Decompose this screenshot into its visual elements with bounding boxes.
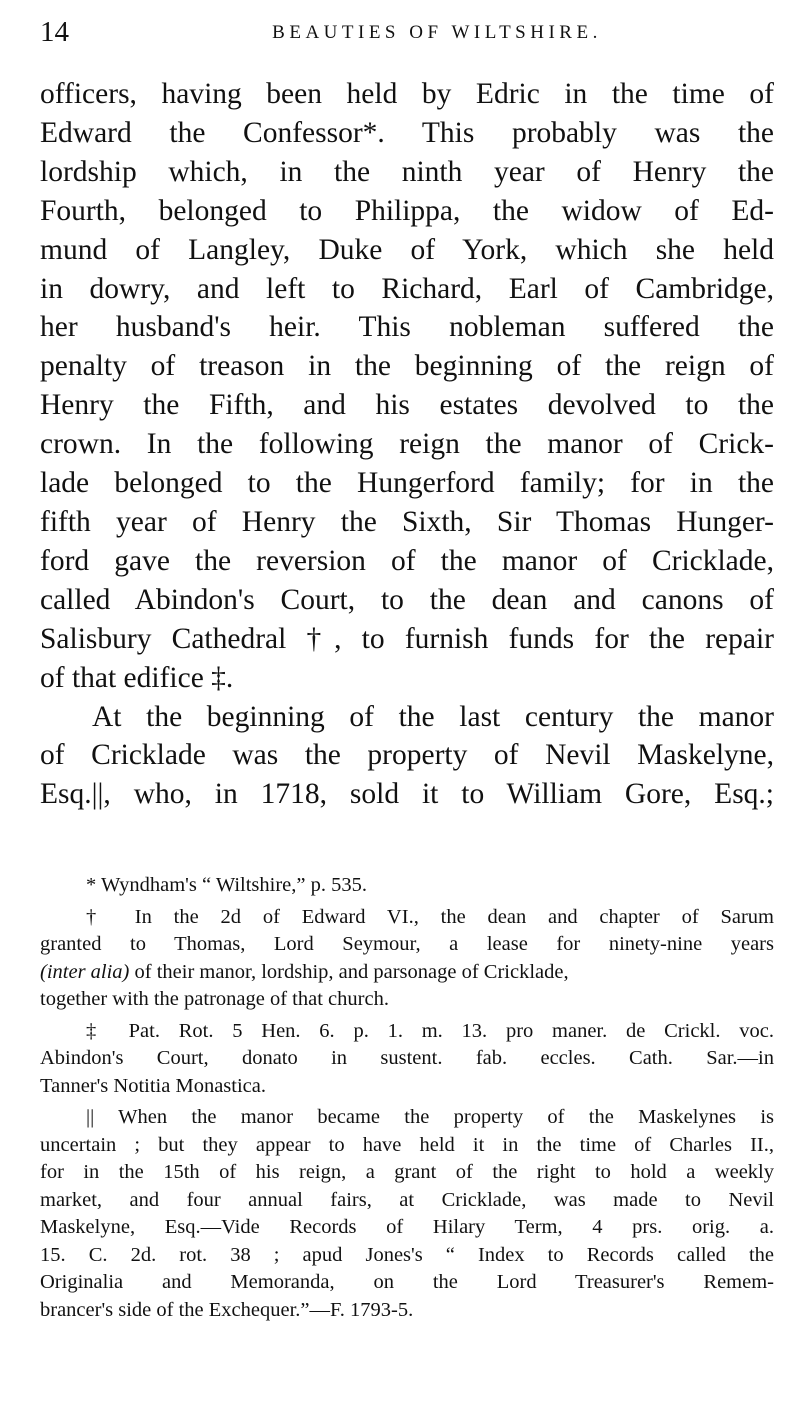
footnote-1	[40, 872, 774, 900]
text-line: At the beginning of the last century the manor	[92, 700, 774, 733]
page-header	[40, 14, 774, 54]
text-line: called Abindon's Court, to the dean and canons of	[40, 583, 774, 616]
text-line: Esq.||, who, in 1718, sold it to William Gore, Esq.;	[40, 778, 774, 811]
text-line: crown. In the following reign the manor of Crick-	[40, 428, 774, 461]
footnote-4	[40, 1104, 774, 1324]
text-line: of Cricklade was the property of Nevil Maskelyne,	[40, 739, 774, 772]
footnote-line: brancer's side of the Exchequer.”—F. 1793-5.	[40, 1298, 414, 1321]
text-line: officers, having been held by Edric in the time of	[40, 78, 774, 110]
footnote-line: Tanner's Notitia Monastica.	[40, 1074, 266, 1097]
footnote-line: market, and four annual fairs, at Cricklade, was made to Nevil	[40, 1188, 774, 1211]
text-line: penalty of treason in the beginning of the reign of	[40, 350, 774, 383]
text-line: of that edifice ‡.	[40, 661, 234, 694]
footnote-line: Maskelyne, Esq.—Vide Records of Hilary Term, 4 prs. orig. a.	[40, 1216, 774, 1238]
text-line: ford gave the reversion of the manor of Cricklade,	[40, 544, 774, 577]
footnote-line: Abindon's Court, donato in sustent. fab. eccles. Cath. Sar.—in	[40, 1047, 774, 1069]
footnote-2	[40, 904, 774, 1014]
running-head: BEAUTIES OF WILTSHIRE.	[272, 22, 602, 43]
footnote-line: granted to Thomas, Lord Seymour, a lease for ninety-nine years	[40, 933, 774, 955]
text-line: Henry the Fifth, and his estates devolved to the	[40, 389, 774, 422]
footnote-line-rest: of their manor, lordship, and parsonage of Cricklade,	[129, 960, 569, 983]
footnotes	[40, 872, 774, 1324]
text-line: lordship which, in the ninth year of Henry the	[40, 155, 774, 188]
footnote-line: 15. C. 2d. rot. 38 ; apud Jones's “ Index to Records called the	[40, 1243, 774, 1266]
text-line: Fourth, belonged to Philippa, the widow of Ed-	[40, 194, 774, 227]
text-line: in dowry, and left to Richard, Earl of Cambridge,	[40, 272, 774, 305]
footnote-line: † In the 2d of Edward VI., the dean and chapter of Sarum	[86, 905, 774, 928]
footnote-line: Originalia and Memoranda, on the Lord Treasurer's Remem-	[40, 1271, 774, 1293]
text-line: Edward the Confessor*. This probably was the	[40, 116, 774, 149]
footnote-line: together with the patronage of that church.	[40, 988, 389, 1010]
footnote-italic-phrase: (inter alia)	[40, 960, 130, 983]
footnote-line: for in the 15th of his reign, a grant of the right to hold a weekly	[40, 1161, 774, 1183]
text-line: Salisbury Cathedral †, to furnish funds for the repair	[40, 622, 774, 655]
page-number: 14	[40, 16, 69, 48]
main-text	[40, 75, 774, 814]
footnote-line: * Wyndham's “ Wiltshire,” p. 535.	[86, 874, 368, 896]
footnote-3	[40, 1018, 774, 1101]
text-line: fifth year of Henry the Sixth, Sir Thomas Hunger-	[40, 505, 774, 538]
text-line: her husband's heir. This nobleman suffered the	[40, 311, 774, 344]
footnote-line: uncertain ; but they appear to have held it in the time of Charles II.,	[40, 1133, 774, 1156]
footnote-line	[40, 959, 774, 987]
footnote-line: ‡ Pat. Rot. 5 Hen. 6. p. 1. m. 13. pro maner. de Crickl. voc.	[86, 1019, 774, 1042]
text-line: mund of Langley, Duke of York, which she held	[40, 233, 774, 266]
text-line: lade belonged to the Hungerford family; for in the	[40, 467, 774, 500]
footnote-line: || When the manor became the property of the Maskelynes is	[86, 1106, 774, 1128]
